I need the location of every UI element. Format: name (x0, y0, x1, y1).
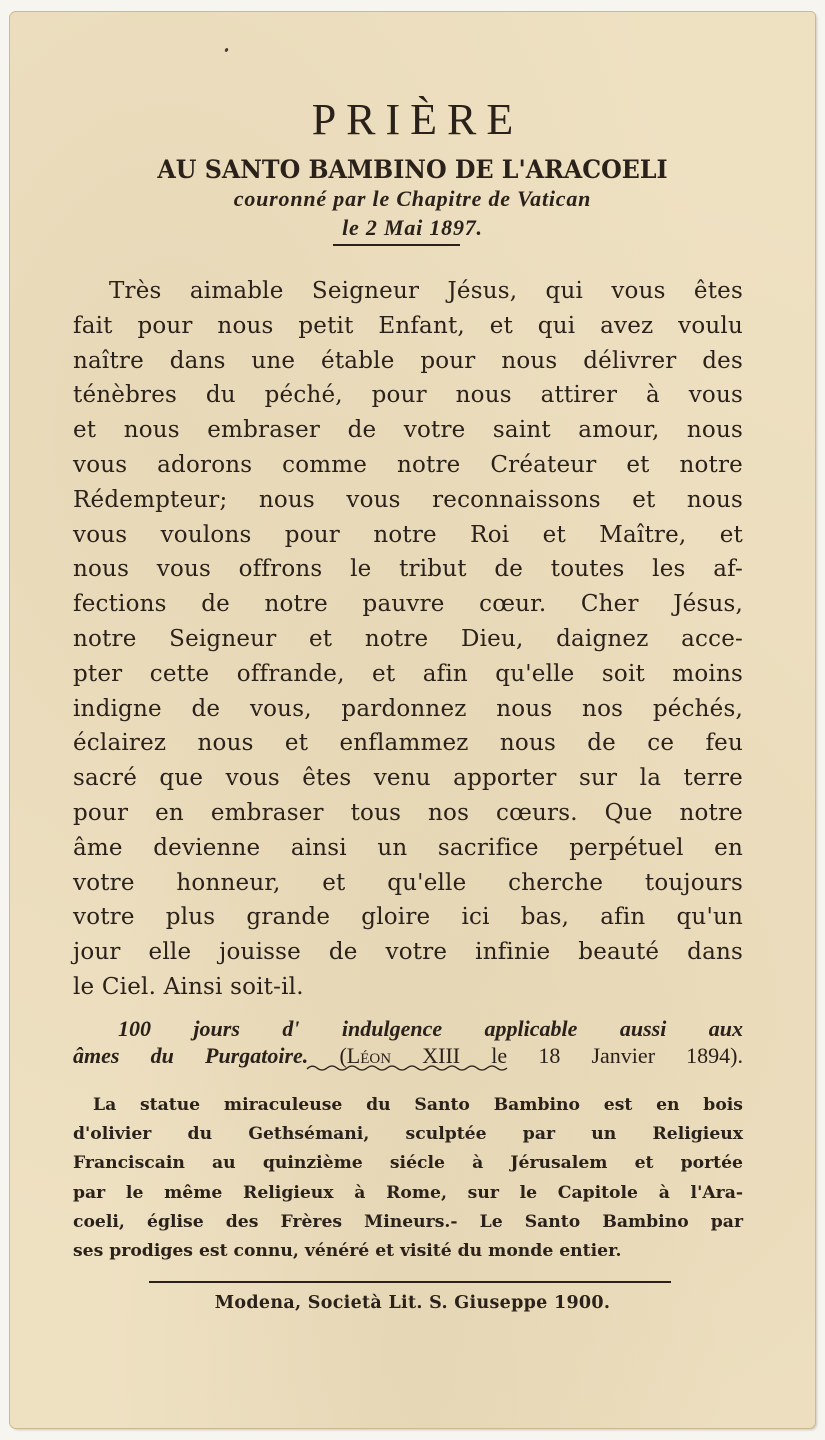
prayer-text (73, 274, 743, 1005)
prayer-line: âme devienne ainsi un sacrifice perpétuel en (73, 834, 743, 861)
prayer-line: pter cette offrande, et afin qu'elle soit moins (73, 660, 743, 687)
note-line: Franciscain au quinzième siécle à Jérusalem et portée (73, 1153, 743, 1174)
prayer-line: vous adorons comme notre Créateur et notre (73, 451, 743, 478)
prayer-line: Rédempteur; nous vous reconnaissons et nous (73, 486, 743, 513)
ref-date: XIII le 18 Janvier 1894). (422, 1043, 744, 1068)
date-line: le 2 Mai 1897. (342, 215, 483, 240)
statue-note (73, 1091, 743, 1266)
card-subtitle: AU SANTO BAMBINO DE L'ARACOELI (157, 155, 668, 185)
prayer-line: jour elle jouisse de votre infinie beauté dans (73, 939, 743, 966)
prayer-line: nous vous offrons le tribut de toutes les af- (73, 556, 743, 583)
ref-pope: Léon (346, 1043, 392, 1068)
prayer-line: ténèbres du péché, pour nous attirer à vous (73, 382, 743, 409)
prayer-line: Très aimable Seigneur Jésus, qui vous êtes (109, 278, 743, 304)
title-divider (333, 244, 460, 246)
prayer-line: et nous embraser de votre saint amour, nous (73, 417, 743, 444)
prayer-line: votre plus grande gloire ici bas, afin qu'un (73, 904, 743, 931)
card-title: PRIÈRE (311, 95, 524, 144)
prayer-line: le Ciel. Ainsi soit-il. (73, 973, 304, 1000)
prayer-line: éclairez nous et enflammez nous de ce feu (73, 730, 743, 757)
wavy-ornament (305, 1063, 510, 1073)
note-line: d'olivier du Gethsémani, sculptée par un Religieux (73, 1124, 743, 1145)
prayer-line: naître dans une étable pour nous délivrer des (73, 347, 743, 374)
note-line: La statue miraculeuse du Santo Bambino est en bois (93, 1095, 743, 1115)
prayer-line: votre honneur, et qu'elle cherche toujours (73, 869, 743, 896)
ink-speck (224, 48, 229, 53)
prayer-line: indigne de vous, pardonnez nous nos péchés, (73, 695, 743, 722)
prayer-line: pour en embraser tous nos cœurs. Que notre (73, 799, 743, 826)
prayer-line: fait pour nous petit Enfant, et qui avez voulu (73, 312, 743, 339)
prayer-card (10, 12, 815, 1428)
prayer-line: vous voulons pour notre Roi et Maître, et (73, 521, 743, 548)
ref-open: ( (339, 1043, 347, 1068)
prayer-line: fections de notre pauvre cœur. Cher Jésus, (73, 591, 743, 618)
imprint-divider (149, 1281, 671, 1283)
indulgence-purgatory: âmes du Purgatoire. (73, 1043, 309, 1068)
note-line: par le même Religieux à Rome, sur le Capitole à l'Ara- (73, 1182, 743, 1203)
indulgence-line: 100 jours d' indulgence applicable aussi aux (118, 1016, 743, 1041)
prayer-line: sacré que vous êtes venu apporter sur la terre (73, 765, 743, 792)
prayer-line: notre Seigneur et notre Dieu, daignez acce- (73, 625, 743, 652)
printer-imprint: Modena, Società Lit. S. Giuseppe 1900. (214, 1293, 611, 1313)
note-line: ses prodiges est connu, vénéré et visité du monde entier. (73, 1240, 622, 1261)
crowned-line: couronné par le Chapitre de Vatican (233, 186, 592, 211)
note-line: coeli, église des Frères Mineurs.- Le Santo Bambino par (73, 1211, 743, 1232)
indulgence-note (73, 1015, 743, 1069)
